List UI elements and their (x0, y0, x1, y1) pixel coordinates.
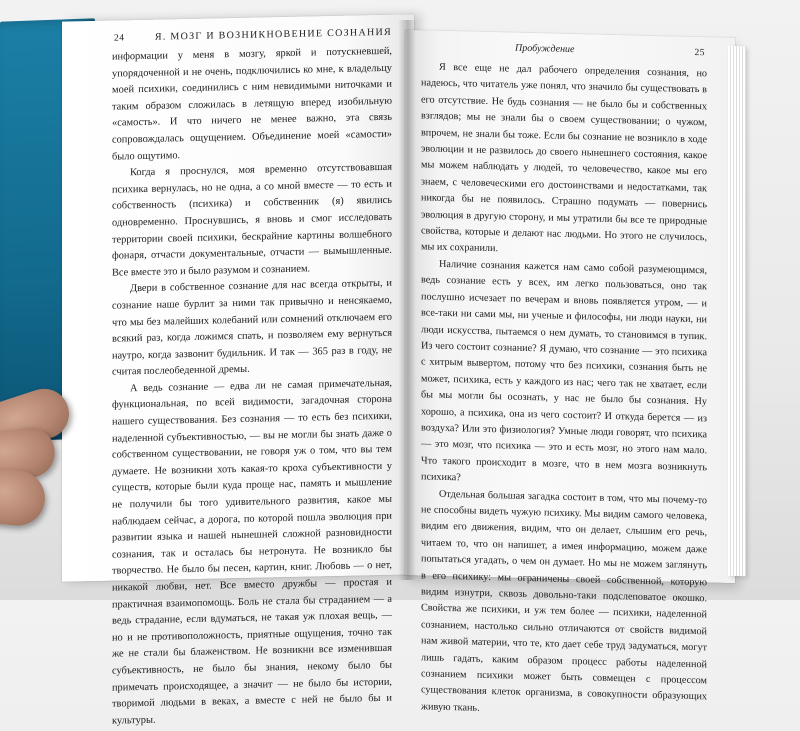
finger (0, 467, 47, 528)
left-paragraph: А ведь сознание — едва ли не самая примечательная, функциональная, по всей видимости, загадочная сторона нашего существования. Без сознания — то есть без психики, наделенной субъективностью, — вы не могли бы знать даже о собственном существовании, не говоря уж о том, что вы тем думаете. Не возникни хоть какая-то кроха субъективности у существ, которые были куда проще нас, память и мышление не получили бы того удивительного развития, какое мы наблюдаем сейчас, а дорога, по которой пошла эволюция при развитии языка и нашей нынешней сложной разновидности сознания, так и осталась бы нетронута. Не возникло бы творчество. Не было бы песен, картин, книг. Любовь — о нет, никакой любви, нет. Все вместо дружбы — простая и практичная взаимопомощь. Боль не стала бы страданием — а ведь страдание, если вдуматься, не такая уж плохая вещь, — но и не противоположность, приятные ощущения, точно так же не стали бы блаженством. Не возникни все изменившая субъективность, не было бы знания, некому было бы примечать происходящее, а значит — не было бы истории, творимой людьми в веках, а вместе с ней не было бы и культуры. (112, 377, 392, 727)
right-page-number: 25 (694, 48, 705, 59)
left-page (62, 14, 414, 727)
right-paragraph: Наличие сознания кажется нам само собой разумеющимся, ведь сознание есть у всех, им легко пользоваться, оно так послушно исчезает по вечерам и вновь появляется утром, — и все-таки ни сами мы, ни ученые и философы, ни люди науки, ни люди искусства, пытаемся о нем думать, то становимся в тупик. Из чего состоит сознание? Я думаю, что сознание — это психика с хитрым вывертом, потому что без психики, сознания быть не может, психика, есть у каждого из нас; чего так не хватает, если бы мы могли бы осознать, у нас не было бы сознания. Ну хорошо, а психика, она из чего состоит? И откуда берется — из воздуха? Или это физиология? Умные люди говорят, что психика — это мозг, что психика — это и есть мозг, но этого нам мало. Что такого происходит в мозге, что в нем мозга возникнуть психика? (421, 258, 707, 484)
right-paragraph: Отдельная большая загадка состоит в том, что мы почему-то не способны видеть чужую психику. Мы видим самого человека, видим его движения, видим, что он делает, слышим его речь, читаем то, что он напишет, а имея информацию, можем даже попытаться угадать, о чем он думает. Но мы не можем заглянуть в его психику: мы ограничены своей собственной, которую видим изнутри, сквозь довольно-таки подслеповатое окошко. Свойства же психики, и уж тем более — психики, наделенной сознанием, настолько сильно отличаются от свойств видимой нам живой материи, что те, кто дает себе труд задуматься, могут лишь гадать, каким образом процесс работы наделенной сознанием психики может быть совмещен с процессом существования клеток организма, в совокупности образующих живую ткань. (421, 488, 707, 714)
right-page-text (405, 59, 735, 723)
right-running-title: Пробуждение (515, 42, 575, 56)
page-edges (728, 46, 746, 576)
left-paragraph: Когда я проснулся, моя временно отсутствовавшая психика вернулась, но не одна, а со мной вместе — то есть и собственность (психика) и собственник (я) явились одновременно. Проснувшись, я вновь и смог исследовать территории своей психики, бескрайние картины волшебного фонаря, отчасти документальные, отчасти — вымышленные. Все вместе это и было разумом и сознанием. (112, 161, 392, 279)
left-page-number: 24 (114, 33, 125, 44)
left-page-text (62, 43, 414, 731)
left-paragraph: информации у меня в мозгу, яркой и потускневшей, упорядоченной и не очень, подключились ко мне, к владельцу моей психики, соединились с ним невидимыми ниточками и таким образом сложилась в летящую вперед изобильную «самость». И что ничего не менее важно, эта связь сопровождалась ощущением. Объединение моей «самости» было ощутимо. (112, 45, 392, 163)
left-running-head (114, 27, 392, 44)
right-paragraph: Я все еще не дал рабочего определения сознания, но надеюсь, что читатель уже понял, что значило бы существовать в его отсутствие. Не будь сознания — не было бы и собственных взглядов; мы не знали бы о своем существовании; о чужом, впрочем, не знали бы тоже. Если бы сознание не возникло в ходе эволюции и не развилось до своего нынешнего состояния, какое мы можем наблюдать у людей, то человечество, какое мы его знаем, с человеческими его достоинствами и недостатками, так никогда бы не появилось. Страшно подумать — повернись эволюция в другую сторону, и мы утратили бы все те природные свойства, которые и делают нас людьми. Но этого не случилось, мы их сохранили. (421, 61, 707, 255)
left-running-title: Я. МОЗГ И ВОЗНИКНОВЕНИЕ СОЗНАНИЯ (154, 26, 392, 43)
book-gutter (398, 20, 416, 580)
right-page (405, 30, 735, 714)
right-running-head (425, 40, 705, 58)
left-paragraph: Двери в собственное сознание для нас всегда открыты, и сознание наше бурлит за ними так привычно и ненсякаемо, что мы без малейших колебаний или сомнений отключаем его всякий раз, когда ложимся спать, и позволяем ему вернуться наутро, когда зазвонит будильник. И так — 365 раз в году, не считая послеобеденной дремы. (112, 278, 392, 378)
